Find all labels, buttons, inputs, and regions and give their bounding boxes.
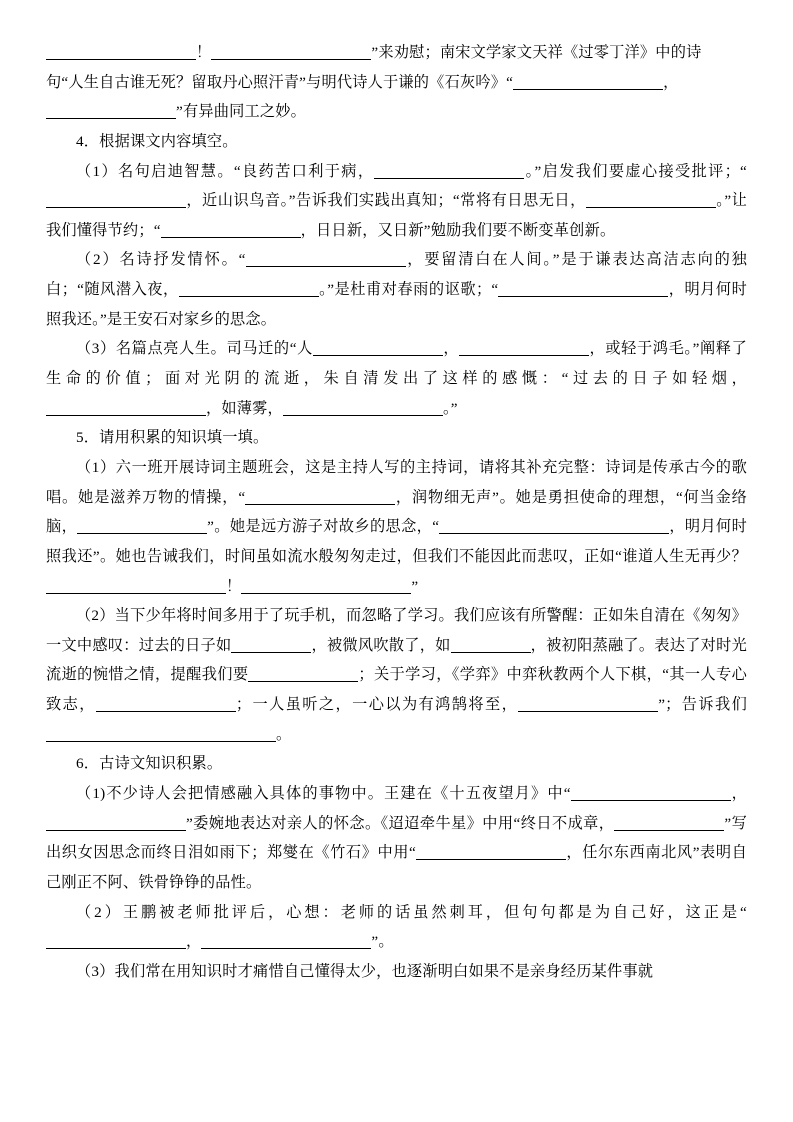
fill-blank[interactable] [231,637,311,653]
fill-blank[interactable] [46,933,186,949]
question-6-2: （2）王鹏被老师批评后，心想：老师的话虽然刺耳，但句句都是为自己好，这正是“， ”。 [46,898,747,957]
question-6-3: （3）我们常在用知识时才痛惜自己懂得太少，也逐渐明白如果不是亲身经历某件事就 [76,962,654,980]
paragraph-top-fragment-line3: ”有异曲同工之妙。 [46,97,747,127]
fill-blank[interactable] [77,518,207,534]
fill-blank[interactable] [498,281,668,297]
document-body [46,38,747,987]
fill-blank[interactable] [245,489,395,505]
fill-blank[interactable] [313,340,443,356]
question-6-1: （1)不少诗人会把情感融入具体的事物中。王建在《十五夜望月》中“ ，”委婉地表达对亲人的怀念。《迢迢牵牛星》中用“终日不成章， ”写出织女因思念而终日泪如雨下；郑燮在《竹石》中用“ ，任尔东西南北风”表明自己刚正不阿、铁骨铮铮的品性。 [46,785,748,891]
question-5-heading: 5．请用积累的知识填一填。 [76,429,269,447]
question-4-1: （1）名句启迪智慧。“良药苦口利于病， 。”启发我们要虚心接受批评；“，近山识鸟音。”告诉我们实践出真知；“常将有日思无日， 。”让我们懂得节约；“ ，日日新，又日新”勉励我们要不断变革创新。 [46,162,747,239]
fill-blank[interactable] [374,163,524,179]
fill-blank[interactable] [179,281,319,297]
question-4-2: （2）名诗抒发情怀。“ ，要留清白在人间。”是于谦表达高洁志向的独白；“随风潜入夜， 。”是杜甫对春雨的讴歌；“ ，明月何时照我还。”是王安石对家乡的思念。 [46,251,748,328]
paragraph-top-fragment-line1: ！ ”来劝慰；南宋文学家文天祥《过零丁洋》中的诗 [46,38,747,68]
question-4-heading: 4．根据课文内容填空。 [76,132,238,150]
paragraph-top-fragment-line2: 句“人生自古谁无死？留取丹心照汗青”与明代诗人于谦的《石灰吟》“ ， [46,73,679,91]
fill-blank[interactable] [459,340,589,356]
fill-blank[interactable] [46,726,276,742]
fill-blank[interactable] [46,44,196,60]
question-4-3: （3）名篇点亮人生。司马迁的“人 ， ，或轻于鸿毛。”阐释了生命的价值；面对光阴的流逝，朱自清发出了这样的感慨：“过去的日子如轻烟，，如薄雾， 。” [46,340,747,417]
question-6-heading: 6．古诗文知识积累。 [76,755,223,773]
fill-blank[interactable] [439,518,539,534]
fill-blank[interactable] [46,815,186,831]
fill-blank[interactable] [46,103,176,119]
fill-blank[interactable] [161,222,301,238]
question-5-2: （2）当下少年将时间多用于了玩手机，而忽略了学习。我们应该有所警醒：正如朱自清在《匆匆》一文中感叹：过去的日子如 ，被微风吹散了，如 ，被初阳蒸融了。表达了对时光流逝的惋惜之情，提醒我们要 ；关于学习，《学弈》中弈秋教两个人下棋，“其一人专心致志， ；一人虽听之，一心以为有鸿鹄将至， ”；告诉我们。 [46,607,747,743]
question-5-1: （1）六一班开展诗词主题班会，这是主持人写的主持词，请将其补充完整：诗词是传承古今的歌唱。她是滋养万物的情操，“ ，润物细无声”。她是勇担使命的理想，“何当金络脑， ”。她是远方游子对故乡的思念，“ ，明月何时照我还”。她也告诫我们，时间虽如流水般匆匆走过，但我们不能因此而悲叹，正如“谁道人生无再少？！ ” [46,458,747,595]
fill-blank[interactable] [539,518,669,534]
fill-blank[interactable] [241,578,411,594]
fill-blank[interactable] [211,44,371,60]
fill-blank[interactable] [513,74,663,90]
fill-blank[interactable] [451,637,531,653]
fill-blank[interactable] [586,192,716,208]
fill-blank[interactable] [571,785,731,801]
fill-blank[interactable] [246,251,406,267]
fill-blank[interactable] [96,696,236,712]
fill-blank[interactable] [46,192,186,208]
fill-blank[interactable] [46,578,226,594]
fill-blank[interactable] [614,815,724,831]
fill-blank[interactable] [416,844,566,860]
fill-blank[interactable] [283,400,443,416]
fill-blank[interactable] [46,400,206,416]
fill-blank[interactable] [201,933,371,949]
fill-blank[interactable] [518,696,658,712]
fill-blank[interactable] [248,666,358,682]
